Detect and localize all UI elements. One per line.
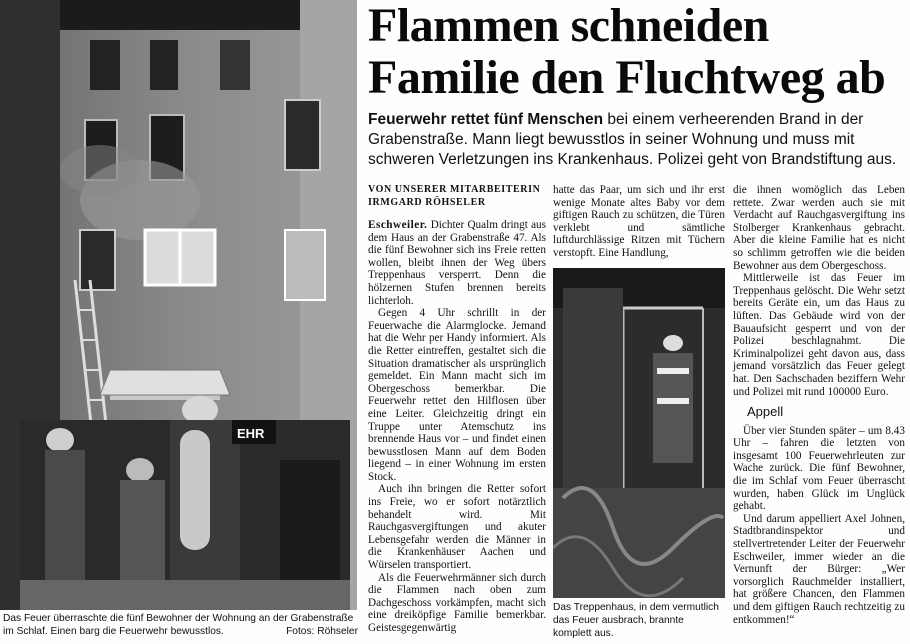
helmet-sign-text: EHR — [237, 426, 265, 441]
paragraph-8: Über vier Stunden später – um 8.43 Uhr – fahren die letzten von insgesamt 100 Feuerwehrleuten zur Wache zurück. Die fünf Bewohner, die im Schlaf vom Feuer überrascht wurden, haben Glück im Unglück gehabt. — [733, 424, 905, 513]
subhead-appell: Appell — [747, 404, 784, 420]
byline — [368, 184, 546, 209]
headline — [368, 0, 908, 104]
deck-lead: Feuerwehr rettet fünf Menschen — [368, 111, 604, 128]
side-photo-stairwell — [553, 268, 725, 598]
side-photo-caption: Das Treppenhaus, in dem vermutlich das Feuer ausbrach, brannte komplett aus. — [553, 602, 719, 639]
deck-subheadline — [368, 110, 904, 170]
paragraph-7: Mittlerweile ist das Feuer im Treppenhaus gelöscht. Die Wehr setzt bereits Geräte ein, um das Haus zu lüften. Das Gebäude wird von der Bauaufsicht gesperrt und von der Polizei beschlagnahmt. Die Kriminalpolizei geht davon aus, dass jemand vorsätzlich das Feuer gelegt hat. Den Sachschaden beziffern Wehr und Polizei mit rund 100000 Euro. — [733, 272, 905, 398]
headline-line-2: Familie den Fluchtweg ab — [368, 51, 886, 104]
article-column-1 — [368, 184, 546, 635]
paragraph-4: Als die Feuerwehrmänner sich durch die Flammen nach oben zum Dachgeschoss vorkämpfen, macht sich eine dreiköpfige Familie bemerkbar. Geistesgegenwärtig — [368, 571, 546, 634]
paragraph-5: hatte das Paar, um sich und ihr erst wenige Monate altes Baby vor dem giftigen Rauch zu schützen, die Türen verklebt und sämtliche luftdurchlässige Ritzen mit Tüchern verstopft. Eine Handlung, — [553, 184, 725, 259]
paragraph-1 — [368, 219, 546, 307]
article-column-3 — [733, 184, 905, 626]
paragraph-3: Auch ihn bringen die Retter sofort ins Freie, wo er sofort notärztlich behandelt wird. Mit Rauchgasvergiftungen und akuter Lebensgefahr werden die Männer in die Krankenhäuser Aachen und Würselen transportiert. — [368, 483, 546, 572]
paragraph-9: Und darum appelliert Axel Johnen, Stadtbrandinspektor und stellvertretender Leiter der Feuerwehr Eschweiler, immer wieder an die Vernunft der Bürger: „Wer vorsorglich Rauchmelder installiert, hat größere Chancen, den Flammen und dem giftigen Rauch rechtzeitig zu entkommen!“ — [733, 512, 905, 626]
photo-credit: Fotos: Röhseler — [286, 626, 358, 637]
main-caption-text: Das Feuer überraschte die fünf Bewohner der Wohnung an der Grabenstraße im Schlaf. Einen barg die Feuerwehr bewusstlos. — [3, 613, 354, 637]
stairwell-image — [553, 268, 725, 598]
byline-line-1: VON UNSERER MITARBEITERIN — [368, 184, 541, 195]
headline-line-1: Flammen schneiden — [368, 0, 769, 52]
paragraph-6: die ihnen womöglich das Leben rettete. Zwar werden auch sie mit Verdacht auf Rauchgasvergiftung ins Stolberger Krankenhaus gebracht. Aber die kleine Familie hat es nicht so schlimm getroffen wie die beiden Bewohner aus dem Obergeschoss. — [733, 184, 905, 272]
building-fire-image — [0, 0, 357, 610]
paragraph-2: Gegen 4 Uhr schrillt in der Feuerwache die Alarmglocke. Jemand hat die Wehr per Handy informiert. Als die Retter eintreffen, gestaltet sich die Situation dramatischer als ursprünglich gemeldet. Ein Mann macht sich im Obergeschoss bemerkbar. Die Feuerwehr rettet den Hilflosen über eine Leiter. Gleichzeitig dringt ein Truppe unter Atemschutz ins brennende Haus vor – und findet einen bewusstlosen Mann auf dem Boden liegend – in einer Wohnung im ersten Stock. — [368, 307, 546, 483]
deck-rest: bei einem verheerenden Brand in der Grabenstraße. Mann liegt bewusstlos in seiner Wohnung und muss mit schweren Verletzungen ins Krankenhaus. Polizei geht von Brandstiftung aus. — [368, 111, 897, 168]
dateline: Eschweiler. — [368, 219, 428, 231]
article-column-2 — [553, 184, 725, 260]
main-photo-building-fire — [0, 0, 357, 610]
paragraph-1-text: Dichter Qualm dringt aus dem Haus an der Grabenstraße 47. Als die fünf Bewohner sich ins Freie retten wollen, bleibt ihnen der Weg übers Treppenhaus versperrt. Denn die hölzernen Stufen brennen bereits lichterloh. — [368, 219, 546, 307]
byline-author: IRMGARD RÖHSELER — [368, 196, 486, 208]
main-photo-caption — [3, 612, 358, 638]
